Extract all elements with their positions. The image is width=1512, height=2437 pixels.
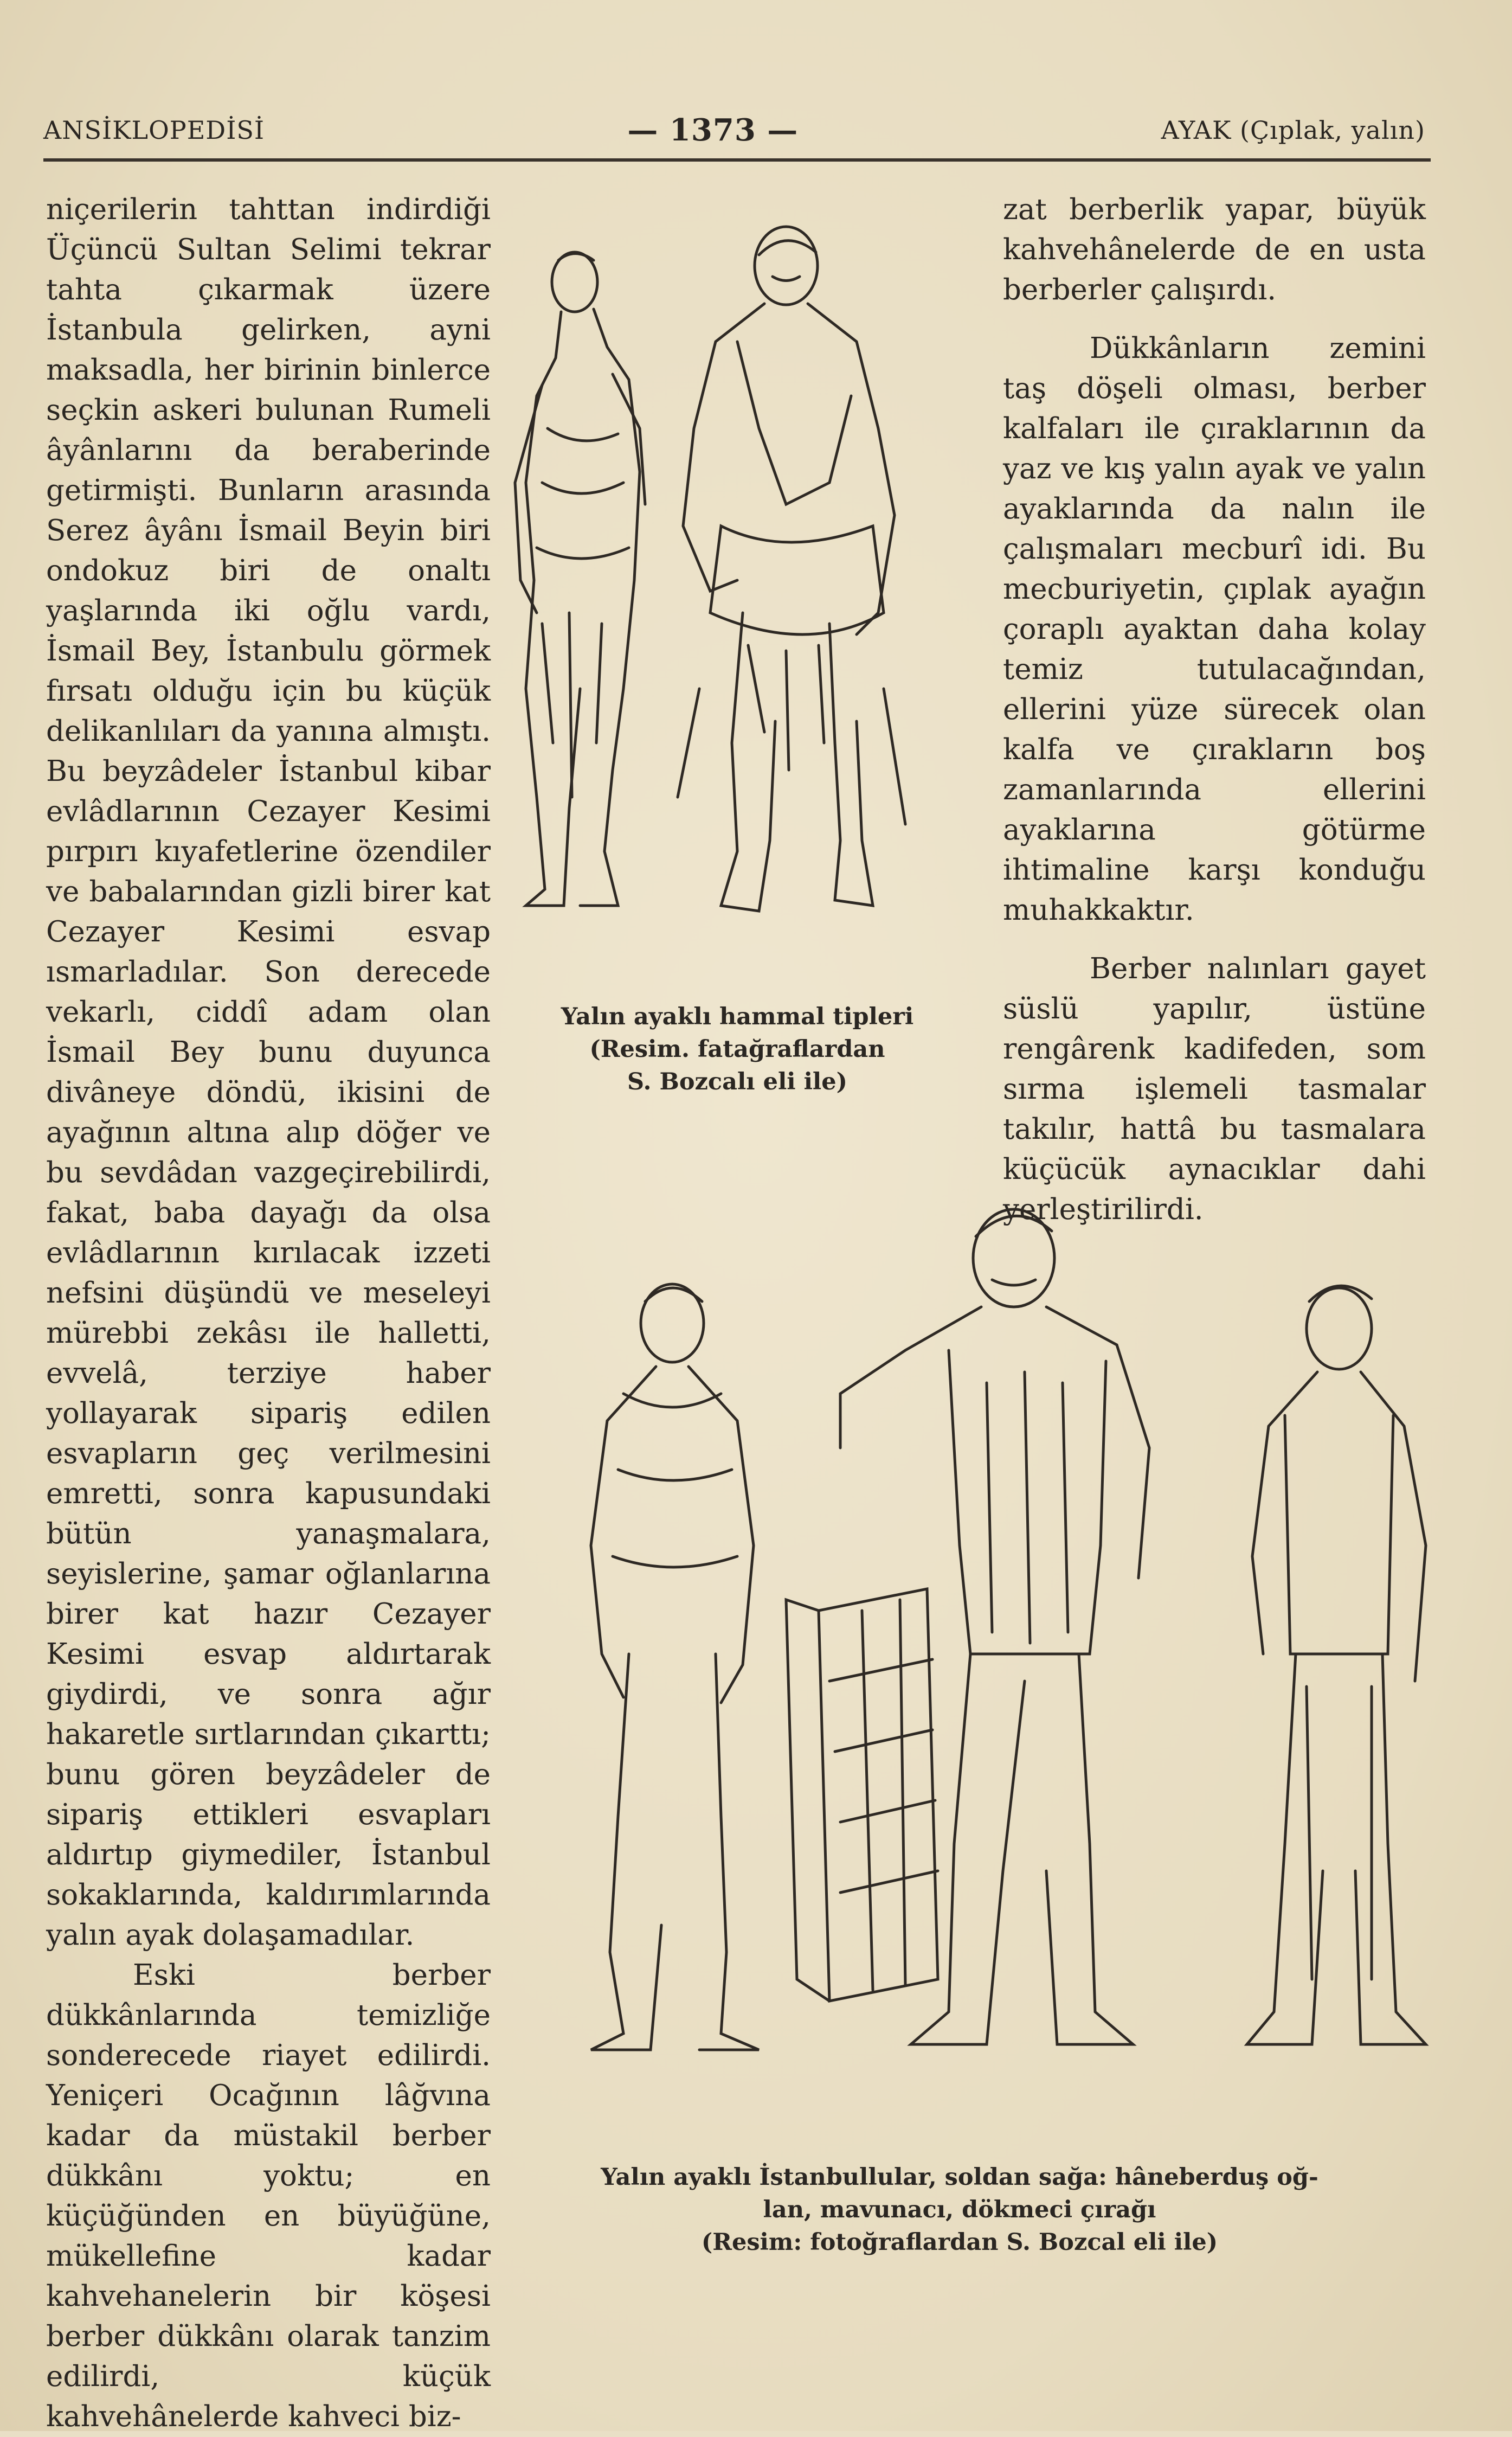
page-header (43, 108, 1425, 152)
man-middle-figure (786, 1209, 1149, 2044)
caption-line: lan, mavunacı, dökmeci çırağı (763, 2196, 1156, 2223)
porter-right-figure (678, 227, 905, 911)
right-column (1003, 190, 1426, 1230)
boy-left-figure (591, 1284, 759, 2050)
istanbulites-caption (575, 2161, 1344, 2259)
left-paragraph: niçerilerin tahttan indirdiği Üçüncü Sultan Selimi tekrar tahta çıkarmak üzere İstanbula gelirken, ayni maksadla, her birinin binlerce seçkin askeri bulunan Rumeli âyânlarını da beraberinde getirmişti. Bunların arasında Serez âyânı İsmail Beyin biri ondokuz biri de onaltı yaşlarında iki oğlu vardı, İsmail Bey, İstanbulu görmek fırsatı olduğu için bu küçük delikanlıları da yanına almıştı. Bu beyzâdeler İstanbul kibar evlâdlarının Cezayer Kesimi pırpırı kıyafetlerine özendiler ve babalarından gizli birer kat Cezayer Kesimi esvap ısmarladılar. Son derecede vekarlı, ciddî adam olan İsmail Bey bunu duyunca divâneye döndü, ikisini de ayağının altına alıp döğer ve bu sevdâdan vazgeçirebilirdi, fakat, baba dayağı da olsa evlâdlarının kırılacak izzeti nefsini düşündü ve meseleyi mürebbi zekâsı ile halletti, evvelâ, terziye haber yollayarak sipariş edilen esvapların geç verilmesini emretti, sonra kapusundaki bütün yanaşmalara, seyislerine, şamar oğlanlarına birer kat hazır Cezayer Kesimi esvap aldırtarak giydirdi, ve sonra ağır hakaretle sırtlarından çıkarttı; bunu gören beyzâdeler de sipariş ettikleri esvapları aldırtıp giymediler, İstanbul sokaklarında, kaldırımlarında yalın ayak dolaşamadılar. (46, 193, 491, 1952)
left-column (46, 190, 491, 2437)
right-paragraph: zat berberlik yapar, büyük kahvehânelerde de en usta berberler çalışırdı. (1003, 193, 1426, 306)
boy-right-figure (1247, 1286, 1426, 2044)
caption-line: (Resim. fatağraflardan (589, 1036, 885, 1063)
istanbulites-illustration (558, 1166, 1469, 2131)
header-right: AYAK (Çıplak, yalın) (1161, 116, 1425, 145)
porters-illustration (504, 201, 981, 987)
porters-caption (531, 1001, 943, 1098)
caption-line: Yalın ayaklı İstanbullular, soldan sağa: hâneberduş oğ- (601, 2164, 1318, 2191)
caption-line: (Resim: fotoğraflardan S. Bozcal eli ile) (701, 2229, 1218, 2256)
caption-line: S. Bozcalı eli ile) (627, 1068, 847, 1095)
caption-line: Yalın ayaklı hammal tipleri (561, 1003, 914, 1030)
right-paragraph: Berber nalınları gayet süslü yapılır, üstüne rengârenk kadifeden, som sırma işlemeli tasmalar takılır, hattâ bu tasmalara küçücük aynacıklar dahi yerleştirilirdi. (1003, 952, 1426, 1226)
header-rule (43, 158, 1431, 162)
page-number: — 1373 — (627, 112, 799, 148)
porter-left-figure (515, 252, 645, 906)
header-left: ANSİKLOPEDİSİ (43, 116, 265, 145)
left-paragraph: Eski berber dükkânlarında temizliğe sonderecede riayet edilirdi. Yeniçeri Ocağının lâğvına kadar da müstakil berber dükkânı yoktu; en küçüğünden en büyüğüne, mükellefine kadar kahvehanelerin bir köşesi berber dükkânı olarak tanzim edilirdi, küçük kahvehânelerde kahveci biz- (46, 1959, 491, 2433)
right-paragraph: Dükkânların zemini taş döşeli olması, berber kalfaları ile çıraklarının da yaz ve kış yalın ayak ve yalın ayaklarında da nalın ile çalışmaları mecburî idi. Bu mecburiyetin, çıplak ayağın çoraplı ayaktan daha kolay temiz tutulacağından, ellerini yüze sürecek olan kalfa ve çırakların boş zamanlarında ellerini ayaklarına götürme ihtimaline karşı konduğu muhakkaktır. (1003, 332, 1426, 927)
